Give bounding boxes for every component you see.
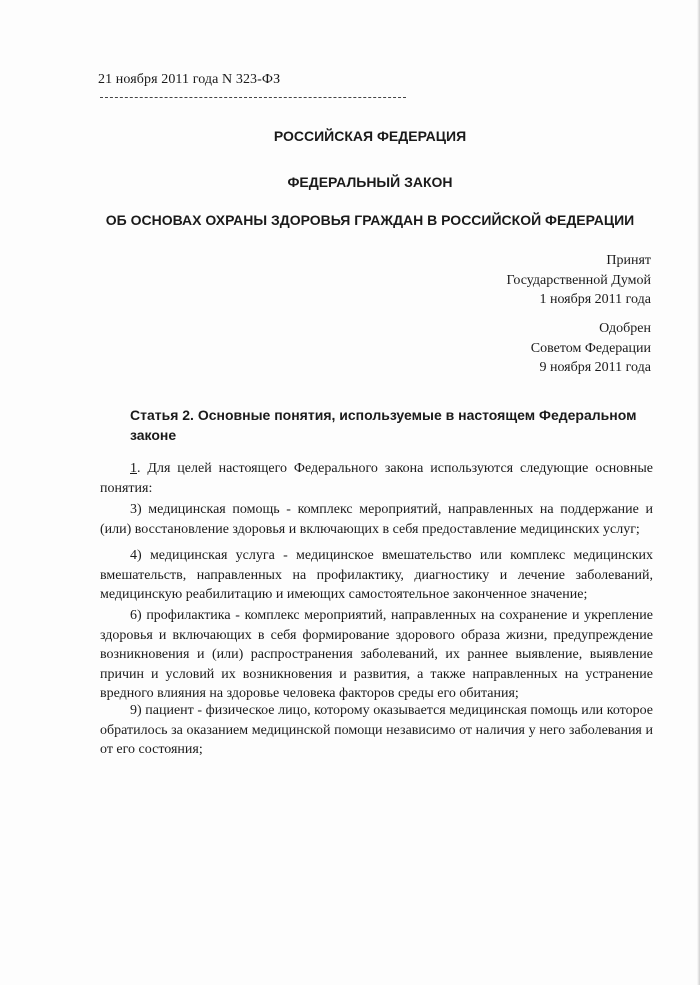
definition-item: 6) профилактика - комплекс мероприятий, направленных на сохранение и укрепление здоровья и включающих в себя формирование здорового образа жизни, предупреждение возникновения и (или) распространения заболеваний, их раннее выявление, выявление причин и условий их возникновения и развития, а также направленных на устранение вредного влияния на здоровье человека факторов среды его обитания;: [100, 608, 653, 701]
separator-rule: [100, 97, 406, 98]
approval-block: [531, 319, 651, 378]
adoption-block: [507, 251, 651, 310]
adopted-date: 1 ноября 2011 года: [539, 292, 651, 307]
definition-item: 4) медицинская услуга - медицинское вмешательство или комплекс медицинских вмешательств, направленных на профилактику, диагностику и лечение заболеваний, медицинскую реабилитацию и имеющих самостоятельное законченное значение;: [100, 548, 653, 602]
adopted-label: Принят: [606, 253, 651, 268]
article-title: Статья 2. Основные понятия, используемые в настоящем Федеральном законе: [130, 407, 637, 443]
definition-item: 3) медицинская помощь - комплекс мероприятий, направленных на поддержание и (или) восстановление здоровья и включающих в себя предоставление медицинских услуг;: [100, 502, 653, 537]
country-heading: РОССИЙСКАЯ ФЕДЕРАЦИЯ: [273, 128, 467, 144]
law-name-heading: ОБ ОСНОВАХ ОХРАНЫ ЗДОРОВЬЯ ГРАЖДАН В РОССИЙСКОЙ ФЕДЕРАЦИИ: [105, 212, 635, 228]
approved-date: 9 ноября 2011 года: [539, 360, 651, 375]
article-intro: [100, 459, 653, 498]
definition-item: 9) пациент - физическое лицо, которому оказывается медицинская помощь или которое обратилось за оказанием медицинской помощи независимо от наличия у него заболевания и от его состояния;: [100, 703, 653, 757]
intro-number-link[interactable]: 1: [130, 461, 137, 476]
adopted-by: Государственной Думой: [506, 272, 651, 288]
approved-by: Советом Федерации: [530, 340, 651, 356]
approved-label: Одобрен: [599, 321, 651, 336]
law-type-heading: ФЕДЕРАЛЬНЫЙ ЗАКОН: [287, 174, 453, 190]
law-date-number: 21 ноября 2011 года N 323-ФЗ: [98, 72, 281, 87]
intro-text: . Для целей настоящего Федерального закона используются следующие основные понятия:: [100, 461, 653, 496]
